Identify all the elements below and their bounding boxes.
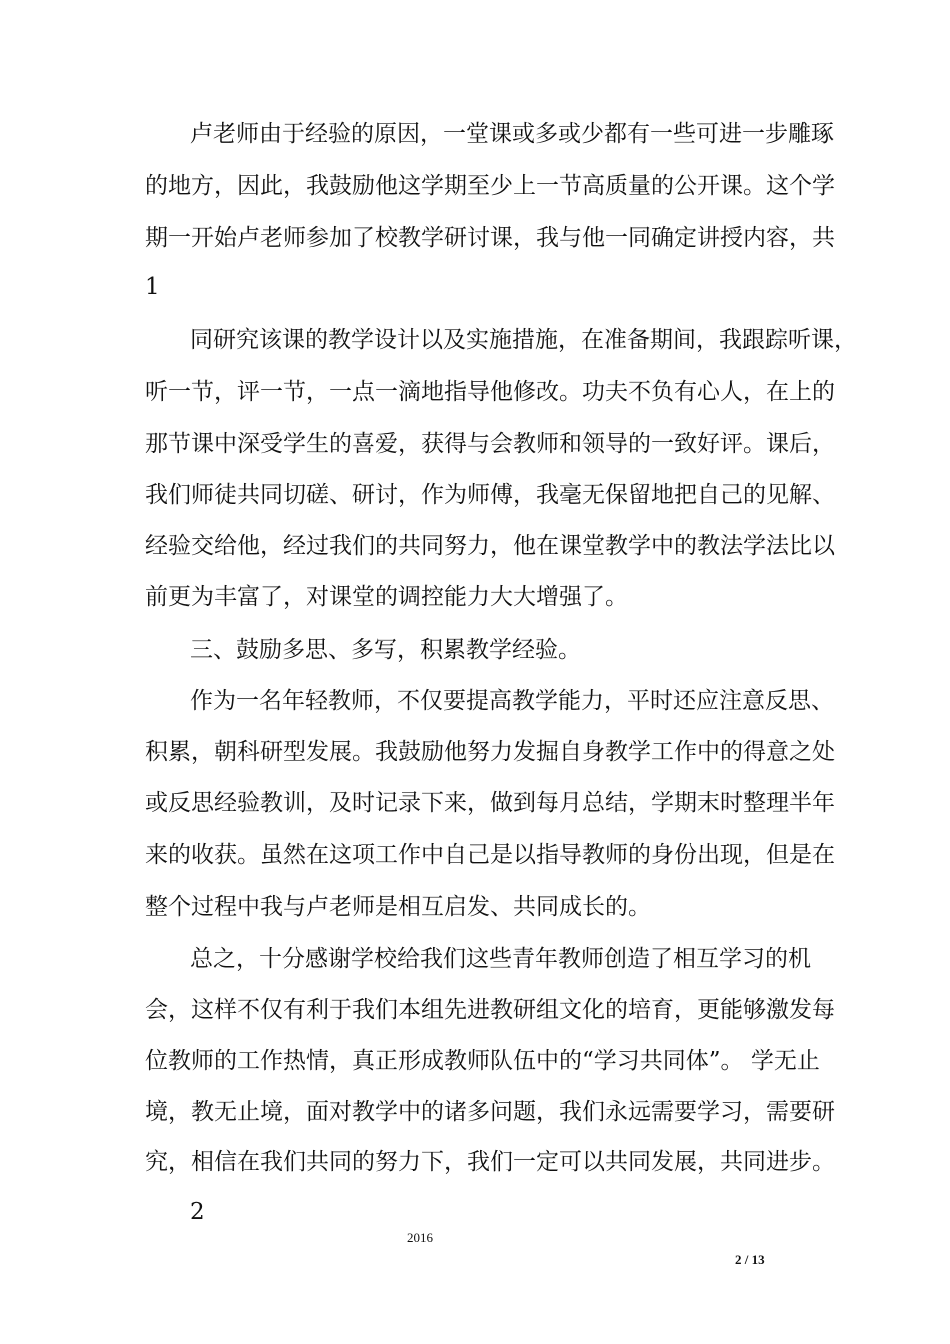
body-text-line: 那节课中深受学生的喜爱，获得与会教师和领导的一致好评。课后， [145, 431, 835, 457]
body-text-line: 整个过程中我与卢老师是相互启发、共同成长的。 [145, 894, 651, 920]
page-marker: 1 [145, 274, 160, 300]
page-marker: 2 [190, 1199, 205, 1225]
body-text-line: 究，相信在我们共同的努力下，我们一定可以共同发展，共同进步。 [145, 1149, 835, 1175]
body-text-line: 的地方，因此，我鼓励他这学期至少上一节高质量的公开课。这个学 [145, 173, 835, 199]
body-text-line: 听一节，评一节，一点一滴地指导他修改。功夫不负有心人，在上的 [145, 379, 835, 405]
body-text-line: 境，教无止境，面对教学中的诸多问题，我们永远需要学习，需要研 [145, 1099, 835, 1125]
body-text-line: 我们师徒共同切磋、研讨，作为师傅，我毫无保留地把自己的见解、 [145, 482, 835, 508]
body-text-line: 或反思经验教训，及时记录下来，做到每月总结，学期末时整理半年 [145, 790, 835, 816]
body-text-line: 作为一名年轻教师，不仅要提高教学能力，平时还应注意反思、 [190, 688, 834, 714]
body-text-line: 总之，十分感谢学校给我们这些青年教师创造了相互学习的机 [190, 946, 811, 972]
body-text-line: 前更为丰富了，对课堂的调控能力大大增强了。 [145, 584, 628, 610]
body-text-line: 积累，朝科研型发展。我鼓励他努力发掘自身教学工作中的得意之处 [145, 739, 835, 765]
body-text-line: 卢老师由于经验的原因，一堂课或多或少都有一些可进一步雕琢 [190, 121, 834, 147]
footer-year: 2016 [407, 1230, 433, 1245]
body-text-line: 来的收获。虽然在这项工作中自己是以指导教师的身份出现，但是在 [145, 842, 835, 868]
body-text-line: 位教师的工作热情，真正形成教师队伍中的“学习共同体”。 学无止 [145, 1048, 820, 1074]
body-text-line: 会，这样不仅有利于我们本组先进教研组文化的培育，更能够激发每 [145, 997, 835, 1023]
section-heading: 三、鼓励多思、多写，积累教学经验。 [190, 637, 581, 663]
body-text-line: 期一开始卢老师参加了校教学研讨课，我与他一同确定讲授内容，共 [145, 225, 835, 251]
page-number: 2 / 13 [735, 1252, 765, 1267]
body-text-line: 同研究该课的教学设计以及实施措施，在准备期间，我跟踪听课， [190, 327, 857, 353]
body-text-line: 经验交给他，经过我们的共同努力，他在课堂教学中的教法学法比以 [145, 533, 835, 559]
